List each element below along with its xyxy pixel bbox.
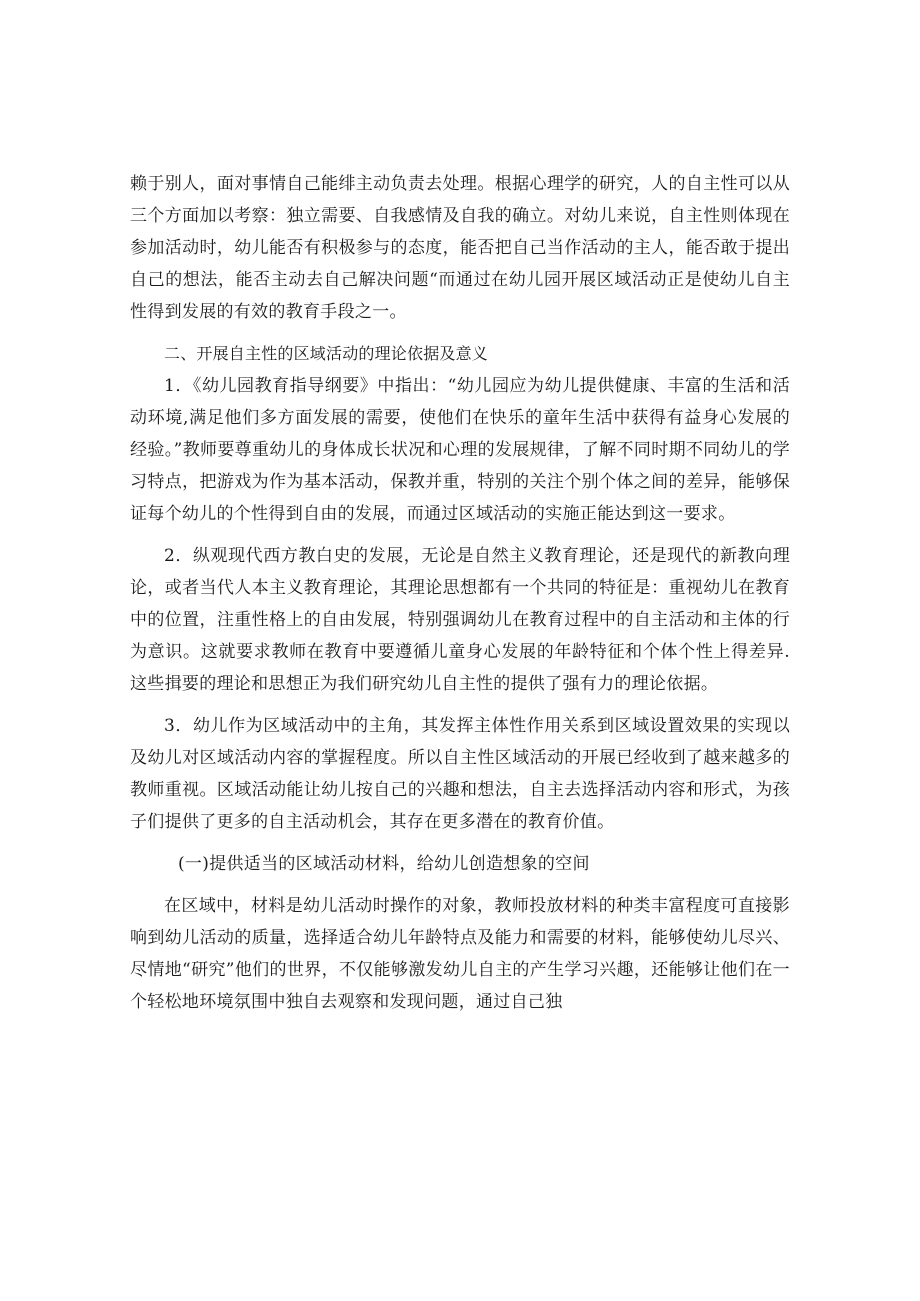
paragraph-materials: 在区域中，材料是幼儿活动时操作的对象，教师投放材料的种类丰富程度可直接影响到幼儿活动的质量，选择适合幼儿年龄特点及能力和需要的材料，能够使幼儿尽兴、尽情地“研究”他们的世界，不仅能够激发幼儿自主的产生学习兴趣，还能够让他们在一个轻松地环境氛围中独自去观察和发现问题，通过自己独	[130, 896, 790, 1012]
document-body	[130, 168, 790, 1018]
section-heading-2: 二、开展自主性的区域活动的理论依据及意义	[164, 344, 489, 363]
paragraph-intro: 赖于别人，面对事情自己能绯主动负责去处理。根据心理学的研究，人的自主性可以从三个方面加以考察：独立需要、自我感情及自我的确立。对幼儿来说，自主性则体现在参加活动时，幼儿能否有积极参与的态度，能否把自己当作活动的主人，能否敢于提出自己的想法，能否主动去自己解决问题“而通过在幼儿园开展区域活动正是使幼儿自主性得到发展的有效的教育手段之一。	[130, 174, 790, 322]
subsection-heading-1: (一)提供适当的区域活动材料，给幼儿创造想象的空间	[178, 854, 590, 874]
paragraph-point-2: 2．纵观现代西方教白史的发展，无论是自然主义教育理论，还是现代的新教向理论，或者当代人本主义教育理论，其理论思想都有一个共同的特征是：重视幼儿在教育中的位置，注重性格上的自由发展，特别强调幼儿在教育过程中的自主活动和主体的行为意识。这就要求教师在教育中要遵循儿童身心发展的年龄特征和个体个性上得差异.这些揖要的理论和思想正为我们研究幼儿自主性的提供了强有力的理论依据。	[130, 546, 790, 694]
paragraph-point-1: 1．《幼儿园教育指导纲要》中指出：“幼儿园应为幼儿提供健康、丰富的生活和活动环境,满足他们多方面发展的需要，使他们在快乐的童年生活中获得有益身心发展的经验。”教师要尊重幼儿的身体成长状况和心理的发展规律，了解不同时期不同幼儿的学习特点，把游戏为作为基本活动，保教并重，特别的关注个别个体之间的差异，能够保证每个幼儿的个性得到自由的发展，而通过区域活动的实施正能达到这一要求。	[130, 376, 790, 524]
paragraph-point-3: 3．幼儿作为区域活动中的主角，其发挥主体性作用关系到区域设置效果的实现以及幼儿对区域活动内容的掌握程度。所以自主性区域活动的开展已经收到了越来越多的教师重视。区域活动能让幼儿按自己的兴趣和想法，自主去选择活动内容和形式，为孩子们提供了更多的自主活动机会，其存在更多潜在的教育价值。	[130, 716, 790, 832]
